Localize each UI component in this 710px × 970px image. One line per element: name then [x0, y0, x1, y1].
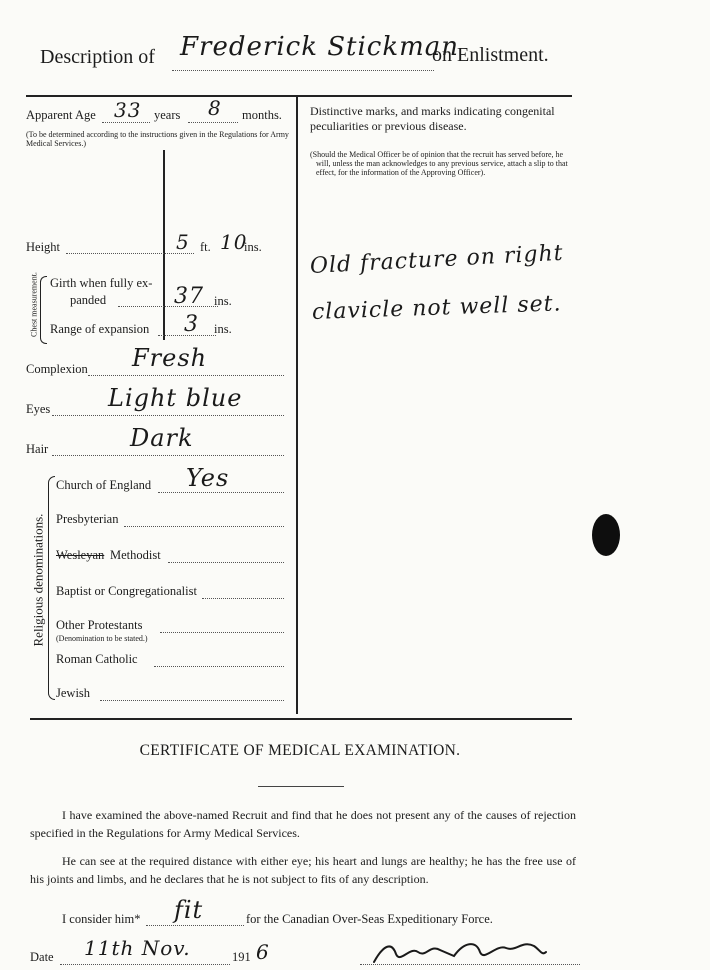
row-roman-catholic: [56, 652, 292, 672]
church-value: Yes: [186, 464, 230, 492]
consider-row: [62, 896, 562, 930]
expansion-value: 3: [184, 312, 199, 337]
age-note: (To be determined according to the instructions given in the Regulations for Army Medical Services.): [26, 130, 289, 148]
force-label: for the Canadian Over-Seas Expeditionary Force.: [246, 912, 493, 926]
form-header: [40, 32, 680, 78]
expansion-row: [50, 312, 290, 342]
hair-label: Hair: [26, 442, 49, 456]
girth-row: [50, 276, 290, 316]
methodist-label: Methodist: [110, 548, 161, 562]
denomination-note: (Denomination to be stated.): [56, 634, 148, 643]
certificate-para-2: He can see at the required distance with either eye; his heart and lungs are healthy; he has the free use of his joints and limbs, and he declares that he is not subject to fits of any description.: [30, 854, 576, 886]
years-label: years: [154, 108, 181, 122]
marks-line-1: Old fracture on right: [309, 240, 565, 279]
eyes-label: Eyes: [26, 402, 51, 416]
hair-row: [26, 424, 296, 462]
ins-label: ins.: [244, 240, 262, 254]
complexion-row: [26, 344, 296, 380]
consider-value: fit: [174, 896, 204, 924]
consider-label: I consider him*: [62, 912, 141, 926]
certificate-title: CERTIFICATE OF MEDICAL EXAMINATION.: [139, 742, 461, 759]
roman-catholic-label: Roman Catholic: [56, 652, 138, 666]
age-months-value: 8: [208, 96, 222, 120]
row-other-protestants: [56, 618, 292, 648]
church-of-england-label: Church of England: [56, 478, 152, 492]
complexion-value: Fresh: [132, 344, 208, 372]
expansion-label: Range of expansion: [50, 322, 150, 336]
apparent-age-label: Apparent Age: [26, 108, 96, 122]
baptist-label: Baptist or Congregationalist: [56, 584, 197, 598]
apparent-age-row: [26, 96, 296, 128]
center-divider: [296, 96, 298, 714]
hair-value: Dark: [130, 424, 194, 452]
row-methodist: [56, 548, 292, 568]
girth-unit: ins.: [214, 294, 232, 308]
chest-brace: [40, 276, 47, 344]
expansion-unit: ins.: [214, 322, 232, 336]
religion-list: [56, 464, 292, 702]
eyes-value: Light blue: [108, 384, 243, 412]
marks-note: (Should the Medical Officer be of opinion that the recruit has served before, he will, unless the man acknowledges to any previous service, attach a slip to that effect, for the information of the Approving Officer).: [310, 150, 568, 177]
chest-side-label: Chest measurement.: [29, 272, 39, 337]
ft-label: ft.: [200, 240, 211, 254]
height-row: [26, 230, 296, 258]
jewish-label: Jewish: [56, 686, 91, 700]
header-suffix: on Enlistment.: [432, 44, 549, 66]
height-label: Height: [26, 240, 61, 254]
height-in-value: 10: [220, 230, 248, 254]
punch-hole: [592, 514, 620, 556]
row-church-of-england: [56, 464, 292, 498]
religion-side-label: Religious denominations.: [30, 513, 46, 647]
age-years-value: 33: [114, 98, 142, 122]
row-baptist: [56, 584, 292, 604]
months-label: months.: [242, 108, 282, 122]
wesleyan-struck-label: Wesleyan: [56, 548, 105, 562]
top-rule: [26, 95, 572, 97]
row-presbyterian: [56, 512, 292, 532]
girth-value: 37: [174, 284, 204, 309]
examiner-signature: [370, 936, 550, 968]
complexion-label: Complexion: [26, 362, 88, 376]
year-digit: 6: [256, 940, 270, 964]
date-value: 11th Nov.: [84, 936, 191, 960]
year-prefix: 191: [232, 950, 251, 964]
recruit-name: Frederick Stickman: [180, 32, 460, 62]
row-jewish: [56, 686, 292, 706]
girth-label-2: panded: [70, 293, 107, 307]
certificate-para-1: I have examined the above-named Recruit and find that he does not present any of the causes of rejection specified in the Regulations for Army Medical Services.: [30, 808, 576, 840]
date-label: Date: [30, 950, 54, 964]
title-underline: [258, 786, 344, 787]
religion-brace: [48, 476, 55, 700]
girth-label-1: Girth when fully ex-: [50, 276, 153, 290]
height-ft-value: 5: [176, 230, 190, 254]
marks-heading: Distinctive marks, and marks indicating congenital peculiarities or previous disease.: [310, 104, 555, 133]
presbyterian-label: Presbyterian: [56, 512, 119, 526]
header-prefix: Description of: [40, 46, 155, 68]
eyes-row: [26, 384, 296, 422]
marks-line-2: clavicle not well set.: [311, 291, 562, 325]
date-row: [30, 936, 590, 970]
other-protestants-label: Other Protestants: [56, 618, 143, 632]
bottom-rule: [30, 718, 572, 720]
